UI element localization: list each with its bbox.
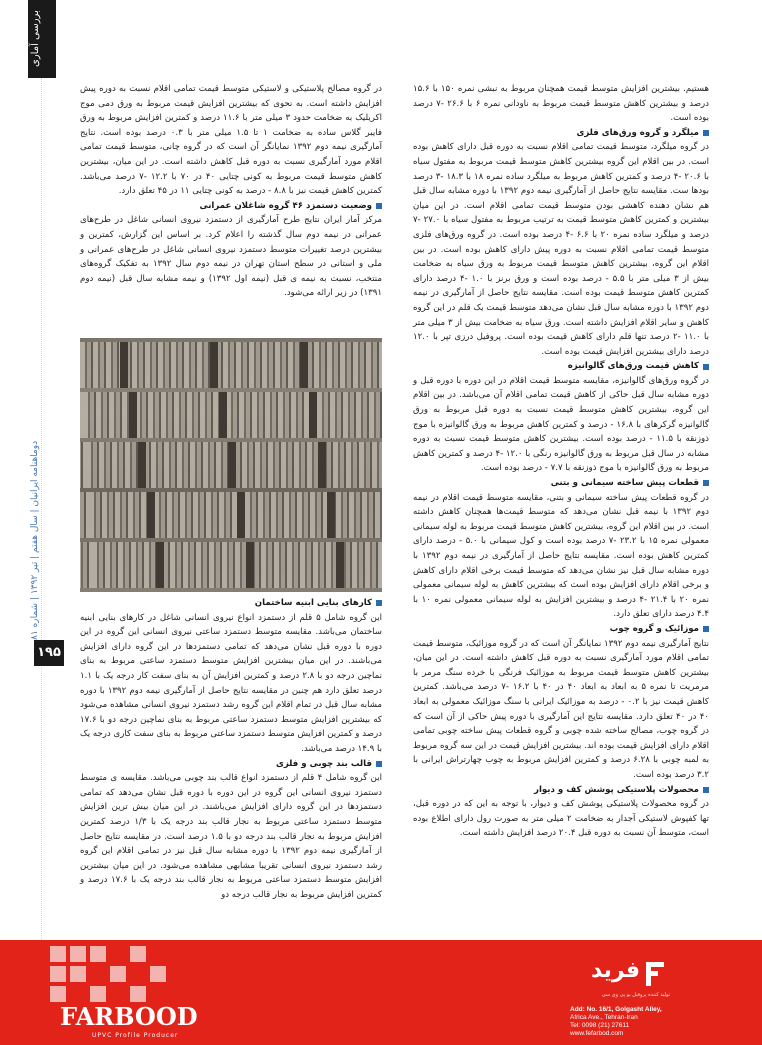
logo-square — [130, 946, 146, 962]
bundle-tie — [327, 492, 335, 538]
bundle-tie — [237, 492, 245, 538]
bundle-tie — [246, 542, 254, 588]
logo-square — [150, 966, 166, 982]
website: www.fefarbod.com — [570, 1030, 624, 1037]
bundle-tie — [228, 442, 236, 488]
section-heading-text: میلگرد و گروه ورق‌های فلزی — [576, 127, 699, 138]
section-heading-text: کاهش قیمت ورق‌های گالوانیزه — [567, 361, 699, 372]
section-tab-label: بررسی آماری — [30, 10, 41, 68]
rebar-bundle — [80, 392, 382, 438]
section-heading-text: موزائیک و گروه چوب — [609, 623, 699, 634]
body-paragraph: در گروه مصالح پلاستیکی و لاستیکی متوسط قیمت تمامی اقلام نسبت به دوره پیش افزایش داشته است. به نحوی که بیشترین افزایش قیمت مربوط به ورق دمی موج اکریلیک به ضخامت حدود ۳ میلی متر با ۱۱.۶ درصد و کمترین افزایش مربوط به ورق فایبر گلاس ساده به ضخامت ۱ تا ۱.۵ میلی متر با ۰.۳ درصد بوده است. نتایج آمارگیری نیمه دوم ۱۳۹۲ نمایانگر آن است که در گروه چانی، متوسط قیمت تمامی اقلام مورد آمارگیری نسبت به دوره قبل کاهش داشته است. در این میان، بیشترین کاهش متوسط قیمت مربوط به کونی چتایی ۴۰ در ۷۰ با ۱۲.۲ -۷ درصد می‌باشد. کمترین کاهش قیمت نیز با ۸.۸ - درصد به کونی چتایی ۱۱ در ۴۵ تعلق دارد. — [80, 84, 382, 197]
logo-square — [70, 946, 86, 962]
logo-square — [90, 986, 106, 1002]
heading-square-icon — [703, 787, 709, 793]
section-tab — [28, 0, 56, 78]
bundle-tie — [336, 542, 344, 588]
farbod-tagline: UPVC Profile Producer — [92, 1032, 179, 1039]
logo-square — [90, 946, 106, 962]
heading-square-icon — [703, 480, 709, 486]
section-heading — [413, 359, 709, 374]
section-heading-text: محصولات پلاستیکی پوشش کف و دیوار — [534, 784, 699, 795]
bundle-tie — [300, 342, 308, 388]
heading-square-icon — [376, 761, 382, 767]
body-paragraph: در گروه میلگرد، متوسط قیمت تمامی اقلام نسبت به دوره قبل دارای کاهش بوده است. در بین اقلام این گروه بیشترین کاهش متوسط قیمت مربوط به مفتول سیاه با ۲۰.۶ -۴ درصد و کمترین کاهش مربوط به میلگرد ساده نمره ۱۸ با ۱۸.۳ -۳ درصد بودها ست. مقایسه نتایج حاصل از آمارگیری نیمه دوم ۱۳۹۲ با دوره مشابه سال قبل هم نشان دهنده کاهشی بودن متوسط قیمت تمامی اقلام است. در این میان بیشترین و کمترین کاهش متوسط قیمت به ترتیب مربوط به مفتول سیاه با ۲۷.۰ -۷ درصد و میلگرد ساده نمره ۲۰ با ۶.۶ -۴ درصد بوده است. در گروه ورق‌های فلزی متوسط قیمت تمامی اقلام نسبت به دوره پیش دارای کاهش بوده است. در بین اقلام این گروه، بیشترین کاهش متوسط قیمت مربوط به ورق سیاه به ضخامت بیش از ۳ میلی متر با ۵.۵ - درصد بوده است و ورق برنز با ۱.۰ -۴ درصد دارای کمترین کاهش متوسط قیمت بوده است. مقایسه نتایج حاصل از آمارگیری در نیمه دوم ۱۳۹۲ با دوره مشابه سال قبل نشان می‌دهد متوسط قیمت یک قلم در این گروه کاهش و سایر اقلام افزایش داشته است. ورق سیاه به ضخامت بیش از ۳ میلی متر با ۱۱.۰ -۲ درصد تنها قلم دارای کاهش قیمت بوده است. پروفیل درزی تپر با ۱۲.۰ درصد دارای بیشترین افزایش قیمت بوده است. — [413, 142, 709, 357]
heading-square-icon — [703, 626, 709, 632]
bundle-tie — [219, 392, 227, 438]
heading-square-icon — [703, 364, 709, 370]
farid-subtitle: تولید کننده پروفیل یو پی وی سی — [601, 992, 670, 998]
section-heading — [80, 199, 382, 214]
body-paragraph: مرکز آمار ایران نتایج طرح آمارگیری از دستمزد نیروی انسانی شاغل در طرح‌های عمرانی در نیمه دوم سال گذشته را اعلام کرد. بر اساس این گزارش، کمترین و بیشترین درصد تغییرات متوسط دستمزد نیروی انسانی شاغل در طرح‌های عمرانی و ملی و استانی در سطح استان تهران در نیمه دوم سال ۱۳۹۲ به تفکیک گروه‌های منتخب، نسبت به نیمه ی قبل (نیمه اول ۱۳۹۲) و نیمه مشابه سال قبل (نیمه دوم ۱۳۹۱) در زیر ارائه می‌شود. — [80, 215, 383, 299]
bundle-tie — [120, 342, 128, 388]
bundle-tie — [318, 442, 326, 488]
address-line-2: Africa Ave., Tehran-Iran — [570, 1014, 638, 1021]
section-heading — [413, 783, 709, 798]
section-heading — [413, 622, 709, 637]
heading-square-icon — [376, 203, 382, 209]
right-text-column — [413, 82, 709, 841]
address-line-1: Add: No. 16/1, Golgasht Alley, — [570, 1006, 662, 1013]
section-heading — [80, 596, 382, 611]
section-heading — [413, 126, 709, 141]
section-heading-text: قالب بند چوبی و فلزی — [275, 758, 372, 769]
bundle-tie — [309, 392, 317, 438]
logo-square — [50, 946, 66, 962]
body-paragraph: در گروه ورق‌های گالوانیزه، مقایسه متوسط قیمت اقلام در این دوره با دوره قبل و دوره مشابه سال قبل حاکی از کاهش قیمت تمامی اقلام آن می‌باشد. در بین اقلام این گروه، بیشترین کاهش متوسط قیمت نسبت به دوره قبل مربوط به ورق گالوانیزه گرکرهای با ۱۶.۸ - درصد و کمترین کاهش مربوط به ورق گالوانیزه با موج ذوزنقه با ۱۱.۵ - درصد بوده است. بیشترین کاهش متوسط قیمت نسبت به دوره مشابه در سال قبل مربوط به ورق گالوانیزه رنگی با ۱۲.۰ -۴ درصد و کمترین کاهش مربوط به ورق گالوانیزه با موج ذوزنقه با ۷.۷ - درصد بوده است. — [413, 375, 710, 474]
contact-address — [570, 1006, 720, 1038]
farid-logo-icon — [646, 962, 664, 986]
body-paragraph: در گروه قطعات پیش ساخته سیمانی و بتنی، مقایسه متوسط قیمت اقلام در نیمه دوم ۱۳۹۲ با نیمه قبل نشان می‌دهد که متوسط قیمت‌ها همچنان کاهش داشته است. در بین اقلام این گروه، بیشترین کاهش متوسط قیمت مربوط به لوله سیمانی معمولی نمره ۱۵ با ۲۳.۲ -۷ درصد بوده است و کول سیمانی با ۵.۰ - درصد دارای کمترین کاهش بوده است. مقایسه نتایج حاصل از آمارگیری در نیمه دوم ۱۳۹۲ با دوره مشابه سال قبل نیز نشان می‌دهد که متوسط قیمت برخی اقلام دارای کاهش و برخی اقلام دارای افزایش بوده است که بیشترین کاهش به لوله سیمانی معمولی نمره ۲۰ با ۲۱.۴ -۴ درصد و بیشترین افزایش به لوله سیمانی معمولی نمره ۱۰ با ۴.۴ درصد دارای تعلق دارد. — [413, 492, 710, 620]
section-heading — [80, 757, 382, 772]
logo-square — [50, 966, 66, 982]
body-paragraph: در گروه محصولات پلاستیکی پوشش کف و دیوار، با توجه به این که در دوره قبل، تها کفپوش لاستیکی آجدار به ضخامت ۲ میلی متر به صورت رول دارای اطلاع بوده است، متوسط آن نسبت به دوره قبل ۲۰.۴ درصد افزایش داشته است. — [413, 799, 709, 839]
page-number: ۱۹۵ — [34, 640, 64, 666]
logo-square — [70, 966, 86, 982]
body-paragraph: این گروه شامل ۵ قلم از دستمزد انواع نیروی انسانی شاغل در کارهای بنایی ابنیه ساختمان می‌باشد. مقایسه متوسط دستمزد ساعتی نیروی انسانی این گروه در این دوره با دوره قبل نشان می‌دهد که تمامی دستمزدها در این گروه دارای افزایش می‌باشند. در این میان بیشترین افزایش متوسط دستمزد ساعتی مربوط به بنای نماچین درجه دو با ۲.۸ درصد و کمترین افزایش آن به بنای سفت کار درجه یک با ۱.۱ درصد تعلق دارد هم چنین در مقایسه نتایج حاصل از آمارگیری نیمه دوم ۱۳۹۲ با دوره مشابه سال قبل در تمام اقلام این گروه رشد دستمزد نیروی انسانی مشاهده می‌شود که بیشترین افزایش متوسط دستمزد ساعتی مربوط به بنای نماچین درجه دو با ۱۷.۶ درصد و کمترین افزایش متوسط دستمزد ساعتی مربوط به بنای سفت کاری درجه یک با ۱۴.۹ درصد می‌باشد. — [80, 612, 383, 754]
logo-square — [50, 986, 66, 1002]
logo-square — [130, 986, 146, 1002]
heading-square-icon — [376, 600, 382, 606]
heading-square-icon — [703, 130, 709, 136]
rebar-photo — [80, 338, 382, 592]
body-paragraph: این گروه شامل ۴ قلم از دستمزد انواع قالب بند چوبی می‌باشد. مقایسه ی متوسط دستمزد نیروی انسانی این گروه در این دوره با دوره قبل نشان می‌دهد که تمامی دستمزدها در این گروه دارای افزایش می‌باشند. در این میان بیش ترین افزایش متوسط دستمزد ساعتی مربوط به نجار قالب بند درجه یک با ۱/۳ درصد کمترین افزایش مربوط به نجار قالب بند درجه دو با ۱.۵ درصد است. در مقایسه نتایج حاصل از آمارگیری نیمه دوم ۱۳۹۲ با دوره مشابه سال قبل نیز در تمامی اقلام این گروه رشد دستمزد نیروی انسانی تقریبا مشابهی مشاهده می‌شود. در این میان بیشترین افزایش متوسط دستمزد ساعتی مربوط به نجار قالب بند درجه یک با ۱۷.۶ درصد و کمترین افزایش مربوط به نجار قالب درجه دو — [80, 773, 382, 900]
farid-brand-name: فرید — [590, 958, 640, 983]
section-heading — [413, 476, 709, 491]
rebar-bundle — [80, 492, 382, 538]
section-heading-text: کارهای بنایی ابنیه ساختمان — [254, 598, 372, 608]
bundle-tie — [210, 342, 218, 388]
body-paragraph: نتایج آمارگیری نیمه دوم ۱۳۹۲ نمایانگر آن است که در گروه موزائیک، متوسط قیمت تمامی اقلام مورد آمارگیری نسبت به دوره قبل کاهش داشته است. در این میان، بیشترین کاهش متوسط قیمت مربوط به موزائیک فرنگی با خرده سنگ مرمر با مرمریت تا نمره ۵ به ابعاد به ابعاد ۴۰ در ۴۰ با ۱۶.۲ -۷ درصد می‌باشد. کمترین کاهش قیمت نیز با ۰.۲ - درصد به موزائیک ایرانی با سنگ موزائیک معمولی به ابعاد ۴۰ در ۴۰ تعلق دارد. مقایسه نتایج این آمارگیری با دوره پیش حاکی از آن است که در گروه چوب، مصالح ساخته شده چوبی و گروه قطعات پیش ساخته چوبی تمامی اقلام دارای افزایش قیمت بوده اند. بیشترین افزایش قیمت در این سه گروه مربوط به لمبه چوبی با ۶.۲۸ درصد و کمترین افزایش مربوط به چوب چهارتراش ایرانی با ۳.۲ درصد بوده است. — [413, 638, 709, 780]
advertisement-footer — [0, 940, 762, 1045]
bundle-tie — [147, 492, 155, 538]
bundle-tie — [138, 442, 146, 488]
body-paragraph: هستیم. بیشترین افزایش متوسط قیمت همچنان مربوط به نبشی نمره ۱۵۰ با ۱۵.۶ درصد و بیشترین کاهش متوسط قیمت مربوط به ناودانی نمره ۶ با ۲۶.۶ -۷ درصد بوده است. — [413, 84, 709, 124]
section-heading-text: قطعات پیش ساخته سیمانی و بتنی — [550, 478, 699, 489]
issue-info: دوماهنامه ایرانیان | سال هفتم | تیر ۱۳۹۲ | شماره ۸۱ — [30, 440, 40, 640]
bundle-tie — [129, 392, 137, 438]
section-heading-text: وضعیت دستمزد ۴۶ گروه شاغلان عمرانی — [199, 200, 372, 211]
left-text-column-bottom — [80, 596, 382, 902]
farbod-brand-name: FARBOOD — [60, 1002, 198, 1031]
telephone: Tel: 0098 (21) 27611 — [570, 1022, 630, 1029]
left-text-column-top — [80, 82, 382, 301]
bundle-tie — [156, 542, 164, 588]
logo-square — [110, 966, 126, 982]
